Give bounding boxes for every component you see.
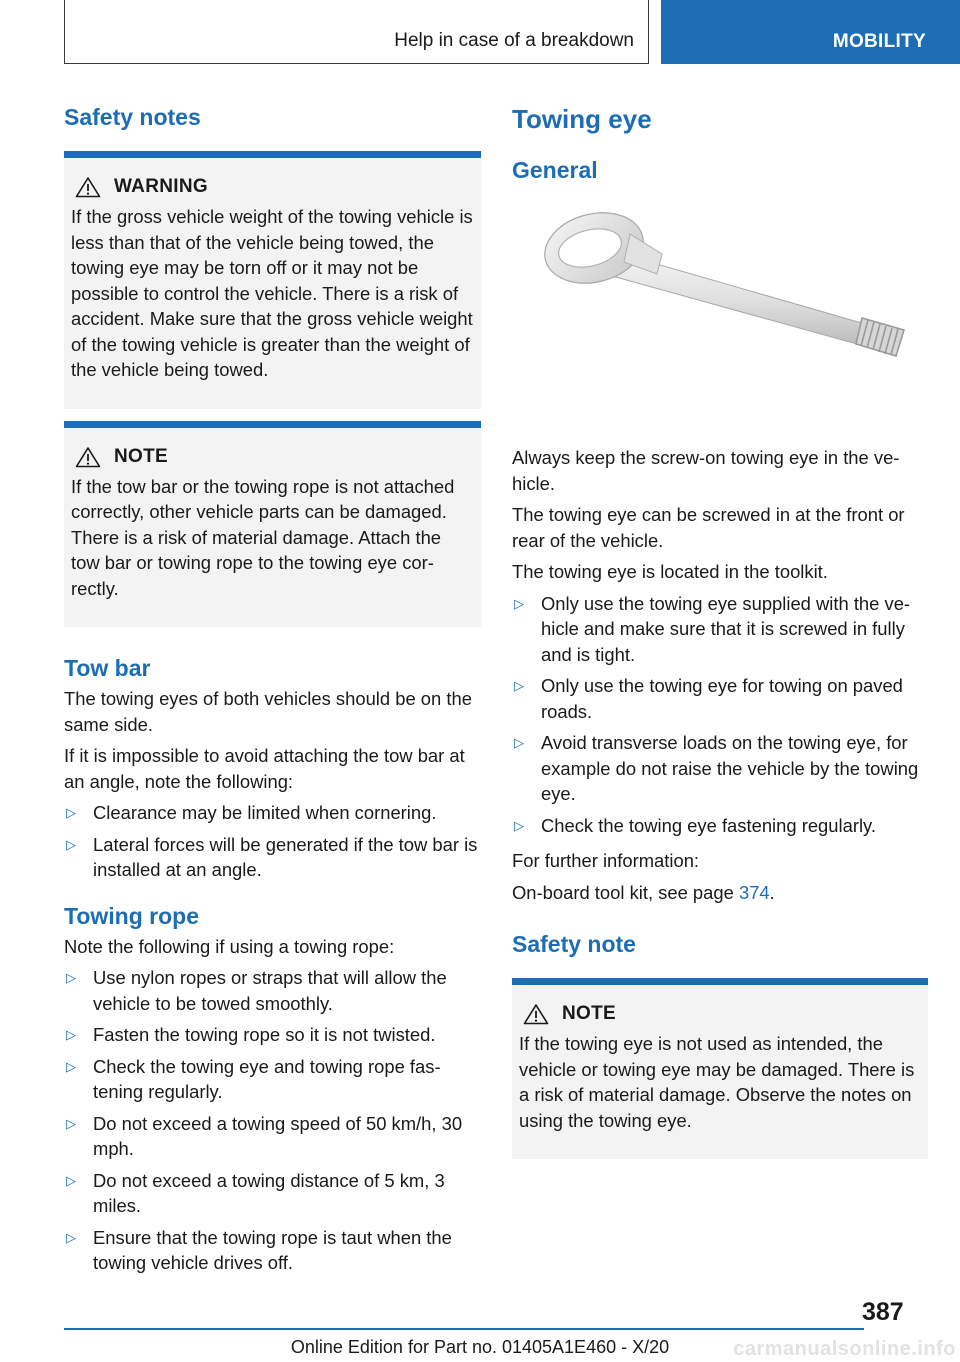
warning-box xyxy=(64,151,481,409)
page-reference-link[interactable]: 374 xyxy=(738,881,770,903)
list-item: ▷ Check the towing eye fastening regularly. xyxy=(512,813,928,839)
note-box xyxy=(64,421,481,628)
warning-text: If the gross vehicle weight of the towing vehicle is less than that of the vehicle being towed, the towing eye may be torn off or it may not be possible to control the vehicle. There is a risk of accident. Make sure that the gross vehicle weight of the towing vehicle is greater than the weight of the vehicle being towed. xyxy=(71,206,473,380)
left-column xyxy=(64,100,481,1282)
list-item: ▷ Do not exceed a towing speed of 50 km/h, 30 mph. xyxy=(66,1112,463,1159)
note-title: NOTE xyxy=(562,1003,616,1024)
triangle-bullet-icon: ▷ xyxy=(66,1058,76,1074)
general-heading: General xyxy=(512,157,598,183)
triangle-bullet-icon: ▷ xyxy=(514,817,524,833)
tow-bar-heading: Tow bar xyxy=(64,655,151,681)
right-column xyxy=(512,100,928,1159)
page-number: 387 xyxy=(862,1298,904,1326)
list-item: ▷ Lateral forces will be generated if the tow bar is installed at an angle. xyxy=(66,833,478,880)
list-item: ▷ Only use the towing eye supplied with the vehicle and make sure that it is screwed in fully and is tight. xyxy=(514,592,911,665)
towing-rope-heading: Towing rope xyxy=(64,902,200,929)
triangle-bullet-icon: ▷ xyxy=(66,805,76,820)
triangle-bullet-icon: ▷ xyxy=(514,678,524,693)
towing-rope-paragraph: Note the following if using a towing rope: xyxy=(64,935,395,957)
tow-bar-paragraph: The towing eyes of both vehicles should be on the same side. xyxy=(64,688,472,735)
note-box xyxy=(512,978,928,1159)
triangle-bullet-icon: ▷ xyxy=(66,836,76,852)
tow-bar-paragraph: If it is impossible to avoid attaching the tow bar at an angle, note the following: xyxy=(64,745,465,792)
note-text: If the tow bar or the towing rope is not attached correctly, other vehicle parts can be damaged. There is a risk of material damage. Attach the tow bar or towing rope to the towing eye correctly. xyxy=(71,475,455,599)
warning-triangle-icon xyxy=(75,446,101,468)
list-item: ▷ Only use the towing eye for towing on paved roads. xyxy=(514,675,903,722)
triangle-bullet-icon: ▷ xyxy=(66,970,76,985)
list-item: ▷ Do not exceed a towing distance of 5 km, 3 miles. xyxy=(66,1169,445,1216)
towing-eye-paragraph: The towing eye is located in the toolkit. xyxy=(512,561,828,582)
list-item: ▷ Use nylon ropes or straps that will allow the vehicle to be towed smoothly. xyxy=(66,967,447,1014)
towing-rope-list xyxy=(64,965,481,1276)
towing-eye-paragraph: The towing eye can be screwed in at the front or rear of the vehicle. xyxy=(512,504,905,551)
triangle-bullet-icon: ▷ xyxy=(514,595,524,611)
header-chapter-title: MOBILITY xyxy=(832,31,926,52)
towing-eye-paragraph: Always keep the screw-on towing eye in the vehicle. xyxy=(512,447,900,494)
list-item: ▷ Clearance may be limited when cornering. xyxy=(64,800,481,826)
footer-edition: Online Edition for Part no. 01405A1E460 - X/20 xyxy=(290,1337,670,1357)
triangle-bullet-icon: ▷ xyxy=(66,1027,76,1042)
note-title: NOTE xyxy=(114,445,168,467)
triangle-bullet-icon: ▷ xyxy=(514,735,524,750)
triangle-bullet-icon: ▷ xyxy=(66,1115,76,1131)
footer-divider xyxy=(64,1328,864,1330)
header-section-box xyxy=(64,0,649,64)
towing-eye-heading: Towing eye xyxy=(512,104,652,134)
note-text: If the towing eye is not used as intended, the vehicle or towing eye may be damaged. There is a risk of material damage. Observe the notes on using the towing eye. xyxy=(519,1033,915,1131)
safety-note-heading: Safety note xyxy=(512,931,636,957)
list-item: ▷ Avoid transverse loads on the towing eye, for example do not raise the vehicle by the towing eye. xyxy=(514,732,919,804)
cross-reference: On-board tool kit, see page 374. xyxy=(512,881,775,903)
list-item: ▷ Ensure that the towing rope is taut when the towing vehicle drives off. xyxy=(66,1226,452,1273)
tow-bar-list xyxy=(64,800,481,883)
safety-notes-heading: Safety notes xyxy=(64,104,201,130)
towing-eye-illustration xyxy=(512,196,928,426)
warning-title: WARNING xyxy=(114,176,208,197)
warning-triangle-icon xyxy=(75,176,101,198)
triangle-bullet-icon: ▷ xyxy=(66,1172,76,1188)
list-item: ▷ Fasten the towing rope so it is not twisted. xyxy=(64,1022,481,1048)
watermark: carmanualsonline.info xyxy=(733,1338,956,1360)
towing-eye-list xyxy=(512,591,928,839)
further-info-label: For further information: xyxy=(512,850,700,871)
header-section-title: Help in case of a breakdown xyxy=(394,30,634,51)
header-chapter-tab xyxy=(661,0,960,64)
triangle-bullet-icon: ▷ xyxy=(66,1229,76,1245)
list-item: ▷ Check the towing eye and towing rope fastening regularly. xyxy=(66,1055,441,1102)
warning-triangle-icon xyxy=(523,1003,549,1025)
